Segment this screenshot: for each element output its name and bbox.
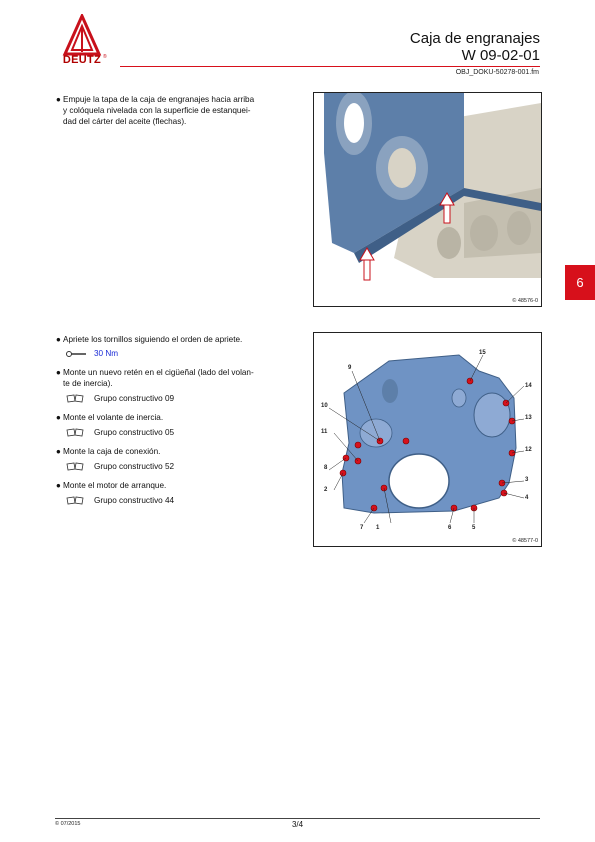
bullet-icon: ● [56,368,61,377]
torque-value: 30 Nm [94,349,119,358]
step-4-text: Monte el volante de inercia. [63,413,164,422]
callout-3: 3 [525,477,529,483]
figure-2 [313,332,542,547]
figure-1-illustration [314,93,541,306]
header-divider [120,66,540,67]
step-3-line-2: te de inercia). [63,379,113,388]
reference-3-text: Grupo constructivo 52 [94,462,175,471]
reference-1 [66,394,174,403]
document-reference: OBJ_DOKU-50278-001.fm [455,69,539,76]
step-6 [56,480,167,491]
reference-1-text: Grupo constructivo 09 [94,394,175,403]
book-icon [66,496,84,505]
figure-1-caption: © 48576-0 [512,298,538,304]
step-3 [56,367,254,389]
brand-name: DEUTZ [62,54,102,66]
callout-2: 2 [324,487,328,493]
book-icon [66,462,84,471]
step-1-line-2: y colóquela nivelada con la superficie de estanquei- [63,106,251,115]
callout-13: 13 [525,415,532,421]
book-icon [66,394,84,403]
callout-9: 9 [348,365,352,371]
callout-6: 6 [448,525,452,531]
figure-2-caption: © 48577-0 [512,538,538,544]
page-number: 3/4 [291,820,304,829]
step-2-text: Apriete los tornillos siguiendo el orden de apriete. [63,335,243,344]
step-2 [56,334,243,345]
reference-3 [66,462,174,471]
callout-12: 12 [525,447,532,453]
svg-text:®: ® [103,54,107,60]
step-1-line-1: Empuje la tapa de la caja de engranajes hacia arriba [63,95,255,104]
book-icon [66,428,84,437]
figure-1 [313,92,542,307]
page-title [410,30,540,64]
title-text: Caja de engranajes [409,30,540,47]
callout-7: 7 [360,525,364,531]
torque-spec [66,349,118,358]
title-code: W 09-02-01 [461,47,540,64]
reference-2-text: Grupo constructivo 05 [94,428,175,437]
bullet-icon: ● [56,95,61,104]
bullet-icon: ● [56,481,61,490]
step-4 [56,412,164,423]
callout-11: 11 [321,429,328,435]
callout-10: 10 [321,403,328,409]
step-3-line-1: Monte un nuevo retén en el cigüeñal (lado del volan- [63,368,254,377]
footer-date: © 07/2015 [55,821,81,827]
footer-divider [55,818,540,819]
callout-4: 4 [525,495,529,501]
callout-14: 14 [525,383,532,389]
callout-5: 5 [472,525,476,531]
bullet-icon: ● [56,413,61,422]
reference-2 [66,428,174,437]
callout-1: 1 [376,525,380,531]
chapter-tab: 6 [565,265,595,300]
callout-8: 8 [324,465,328,471]
step-5-text: Monte la caja de conexión. [63,447,161,456]
step-5 [56,446,161,457]
step-6-text: Monte el motor de arranque. [63,481,167,490]
step-1 [56,94,255,127]
torque-wrench-icon [66,350,88,358]
reference-4-text: Grupo constructivo 44 [94,496,175,505]
bullet-icon: ● [56,335,61,344]
callout-15: 15 [479,350,486,356]
step-1-line-3: dad del cárter del aceite (flechas). [63,117,187,126]
bullet-icon: ● [56,447,61,456]
reference-4 [66,496,174,505]
